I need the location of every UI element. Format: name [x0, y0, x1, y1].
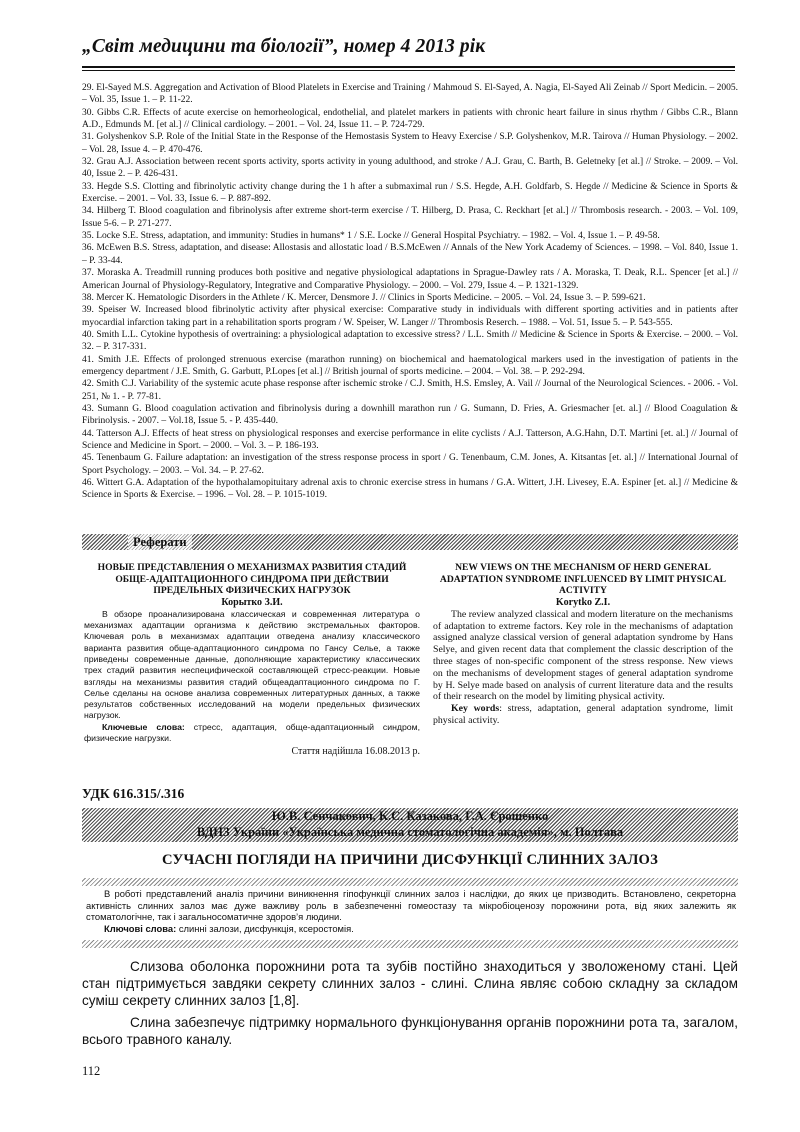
reference-item: 42. Smith C.J. Variability of the systemic acute phase response after ischemic stroke / C.J. Smith, H.S. Emsley, A. Vail // Journal of the Neurological Sciences. - 2006. - Vol. 251, № 1. - P. 77-81.: [82, 379, 738, 402]
reference-item: 41. Smith J.E. Effects of prolonged strenuous exercise (marathon running) on biochemical and haematological markers used in the investigation of patients in the emergency department / J.E. Smith, G. Garbutt, P.Lopes [et al.] // British journal of sports medicine. – 2004. – Vol. 38. – P. 292-294.: [82, 354, 738, 377]
author-band: [82, 808, 738, 842]
reference-item: 34. Hilberg T. Blood coagulation and fibrinolysis after extreme short-term exercise / T. Hilberg, D. Prasa, C. Reckhart [et al.] // Thrombosis research. - 2003. – Vol. 109, Issue 5-6. – P. 271-277.: [82, 206, 738, 229]
abstract-text: В роботі представлений аналіз причини виникнення гіпофункції слинних залоз і наслідки, до яких це призводить. Встановлено, секреторна активність слинних залоз має дуже важливу роль в забезпеченні гомеостазу та мікробіоценозу порожнини рота, від яких залежить як стоматологічне, так і загальносоматичне здоров’я людини.: [86, 888, 736, 923]
summary-ru-text: В обзоре проанализирована классическая и современная литература о механизмах адаптации организма к действию экстремальных факторов. Ключевая роль в механизмах адаптации отведена анализу классического варианта развития обще-адаптационного синдрома по Гансу Селье, а также приведены современные данные, дополняющие характеристику классических трех стадий развития неспецифической составляющей стресс-реакции. Новые взгляды на механизмы развития стадий общеадаптационного синдрома по Г. Селье сделаны на основе анализа современных литературных данных, а также результатов собственных исследований на модели предельных физических нагрузок.: [84, 608, 420, 721]
journal-header: „Світ медицини та біології”, номер 4 2013 рік: [82, 36, 486, 57]
reference-item: 44. Tatterson A.J. Effects of heat stress on physiological responses and exercise performance in elite cyclists / A.J. Tatterson, A.G.Hahn, D.T. Martini [et. al.] // Journal of Science and Medicine in Sport. – 2000. – Vol. 3. – P. 186-193.: [82, 428, 738, 451]
summary-en-text: The review analyzed classical and modern literature on the mechanisms of adaptation to extreme factors. Key role in the mechanisms of adaptation assigned analyze classical version of general adaptation syndrome by Hans Selye, and given recent data that complement the classic description of the three stages of non-specific component of the stress response. New views on the mechanisms of development stages of general adaptation syndrome by H. Selye made based on analysis of current literature data and the results of their research on the model by limiting physical activity.: [433, 608, 733, 703]
reference-item: 40. Smith L.L. Cytokine hypothesis of overtraining: a physiological adaptation to excessive stress? / L.L. Smith // Medicine & Science in Sports & Exercise. – 2000. – Vol. 32. – P. 317-331.: [82, 329, 738, 353]
summary-ru-keywords: [84, 722, 420, 745]
summary-en-keywords-value: : stress, adaptation, general adaptation syndrome, limit physical activity.: [433, 703, 733, 726]
summary-ru-keywords-label: Ключевые слова:: [102, 721, 185, 732]
page-number: 112: [82, 1064, 101, 1078]
article-abstract: [86, 888, 736, 934]
article-body: [82, 958, 738, 1052]
article-title: СУЧАСНІ ПОГЛЯДИ НА ПРИЧИНИ ДИСФУНКЦІЇ СЛИННИХ ЗАЛОЗ: [162, 852, 658, 868]
body-paragraph: Слизова оболонка порожнини рота та зубів постійно знаходиться у зволоженому стані. Цей стан підтримується завдяки секрету слинних залоз - слині. Слина являє собою складну за складом суміш секрету слинних залоз [1,8].: [82, 959, 738, 1009]
article-affiliation: ВДНЗ України «Українська медична стоматологічна академія», м. Полтава: [196, 825, 624, 839]
udc-code: УДК 616.315/.316: [82, 786, 185, 801]
summary-ru-title: НОВЫЕ ПРЕДСТАВЛЕНИЯ О МЕХАНИЗМАХ РАЗВИТИЯ СТАДИЙ ОБЩЕ-АДАПТАЦИОННОГО СИНДРОМА ПРИ ДЕЙСТВИИ ПРЕДЕЛЬНЫХ ФИЗИЧЕСКИХ НАГРУЗОК: [97, 562, 407, 597]
reference-list: [82, 82, 738, 502]
reference-item: 29. El-Sayed M.S. Aggregation and Activation of Blood Platelets in Exercise and Training / Mahmoud S. El-Sayed, A. Nagia, El-Sayed Ali Zeinab // Sport Medicin. – 2005. – Vol. 35, Issue 1. – P. 11-22.: [82, 83, 738, 106]
reference-item: 38. Mercer K. Hematologic Disorders in the Athlete / K. Mercer, Densmore J. // Clinics in Sports Medicine. – 2005. – Vol. 24, Issue 3. – P. 599-621.: [82, 292, 646, 303]
reference-item: 33. Hegde S.S. Clotting and fibrinolytic activity change during the 1 h after a submaximal run / S.S. Hegde, A.H. Goldfarb, S. Hegde // Medicine & Science in Sports & Exercise. – 2001. – Vol. 33, Issue 6. – P. 887-892.: [82, 181, 738, 205]
summary-en-author: Korytko Z.I.: [555, 596, 611, 608]
summaries-band-label: Реферати: [128, 534, 192, 550]
reference-item: 35. Locke S.E. Stress, adaptation, and immunity: Studies in humans* 1 / S.E. Locke // General Hospital Psychiatry. – 1982. – Vol. 4, Issue 1. – P. 49-58.: [82, 231, 660, 242]
abstract-top-divider: [82, 878, 738, 886]
abstract-keywords: [86, 923, 736, 935]
summary-ru-keywords-value: стресс, адаптация, обще-адаптационный синдром, физические нагрузки.: [84, 721, 420, 744]
reference-item: 30. Gibbs C.R. Effects of acute exercise on hemorheological, endothelial, and platelet markers in patients with chronic heart failure in sinus rhythm / Gibbs C.R., Blann A.D., Edmunds M. [et al.] // Clinical cardiology. – 2001. – Vol. 24, Issue 11. – P. 724-729.: [82, 107, 738, 131]
summary-en-keywords-label: Key words: [451, 703, 500, 715]
reference-item: 37. Moraska A. Treadmill running produces both positive and negative physiological adaptations in Sprague-Dawley rats / A. Moraska, T. Deak, R.L. Spencer [et al.] // American Journal of Physiology-Regulatory, Integrative and Comparative Physiology. – 2000. – Vol. 279, Issue 4. – P. 1321-1329.: [82, 268, 738, 291]
reference-item: 39. Speiser W. Increased blood fibrinolytic activity after physical exercise: Comparative study in individuals with different sporting activities and in patients after myocardial infarction taking part in a rehabilitation sports program / W. Speiser, W. Langer // Thrombosis Reserch. – 1988. – Vol. 51, Issue 5. – P. 543-555.: [82, 305, 738, 328]
reference-item: 46. Wittert G.A. Adaptation of the hypothalamopituitary adrenal axis to chronic exercise stress in humans / G.A. Wittert, J.H. Livesey, E.A. Espiner [et. al.] // Medicine & Science in Sports & Exercise. – 1996. – Vol. 28. – P. 1015-1019.: [82, 478, 738, 501]
abstract-keywords-label: Ключові слова:: [104, 922, 177, 934]
reference-item: 45. Tenenbaum G. Failure adaptation: an investigation of the stress response process in sport / G. Tenenbaum, C.M. Jones, A. Kitsantas [et. al.] // International Journal of Sport Psychology. – 2003. – Vol. 34. – P. 27-62.: [82, 453, 738, 476]
summary-en-title: NEW VIEWS ON THE MECHANISM OF HERD GENERAL ADAPTATION SYNDROME INFLUENCED BY LIMIT PHYSICAL ACTIVITY: [439, 562, 727, 597]
abstract-bottom-divider: [82, 940, 738, 948]
body-paragraph: Слина забезпечує підтримку нормального функціонування органів порожнини рота та, загалом, всього травного каналу.: [82, 1014, 738, 1047]
reference-item: 32. Grau A.J. Association between recent sports activity, sports activity in young adulthood, and stroke / A.J. Grau, C. Barth, B. Geletneky [et al.] // Stroke. – 2009. – Vol. 40, Issue 2. – P. 426-431.: [82, 157, 738, 180]
article-authors: Ю.В. Сенчакович, К.С. Казакова, Г.А. Єрошенко: [271, 809, 549, 823]
summary-ru-author: Корытко З.И.: [221, 596, 283, 608]
header-rule: [82, 66, 735, 71]
summaries-band: [82, 534, 738, 550]
reference-item: 43. Sumann G. Blood coagulation activation and fibrinolysis during a downhill marathon run / G. Sumann, D. Fries, A. Griesmacher [et. al.] // Blood Coagulation & Fibrinolysis. - 2007. – Vol.18, Issue 5. - P. 435-440.: [82, 403, 738, 427]
abstract-keywords-value: слинні залози, дисфункція, ксеростомія.: [176, 922, 354, 934]
reference-item: 31. Golyshenkov S.P. Role of the Initial State in the Response of the Hemostasis System to Heavy Exercise / S.P. Golyshenkov, M.R. Tairova // Human Physiology. – 2002. – Vol. 28, Issue 4. – P. 470-476.: [82, 132, 738, 155]
summary-en-keywords: [433, 703, 733, 727]
summary-ru: [84, 562, 420, 758]
received-date: Стаття надійшла 16.08.2013 р.: [291, 746, 420, 758]
summary-en: [433, 562, 733, 727]
reference-item: 36. McEwen B.S. Stress, adaptation, and disease: Allostasis and allostatic load / B.S.McEwen // Annals of the New York Academy of Sciences. – 1998. – Vol. 840, Issue 1. – P. 33-44.: [82, 243, 738, 266]
